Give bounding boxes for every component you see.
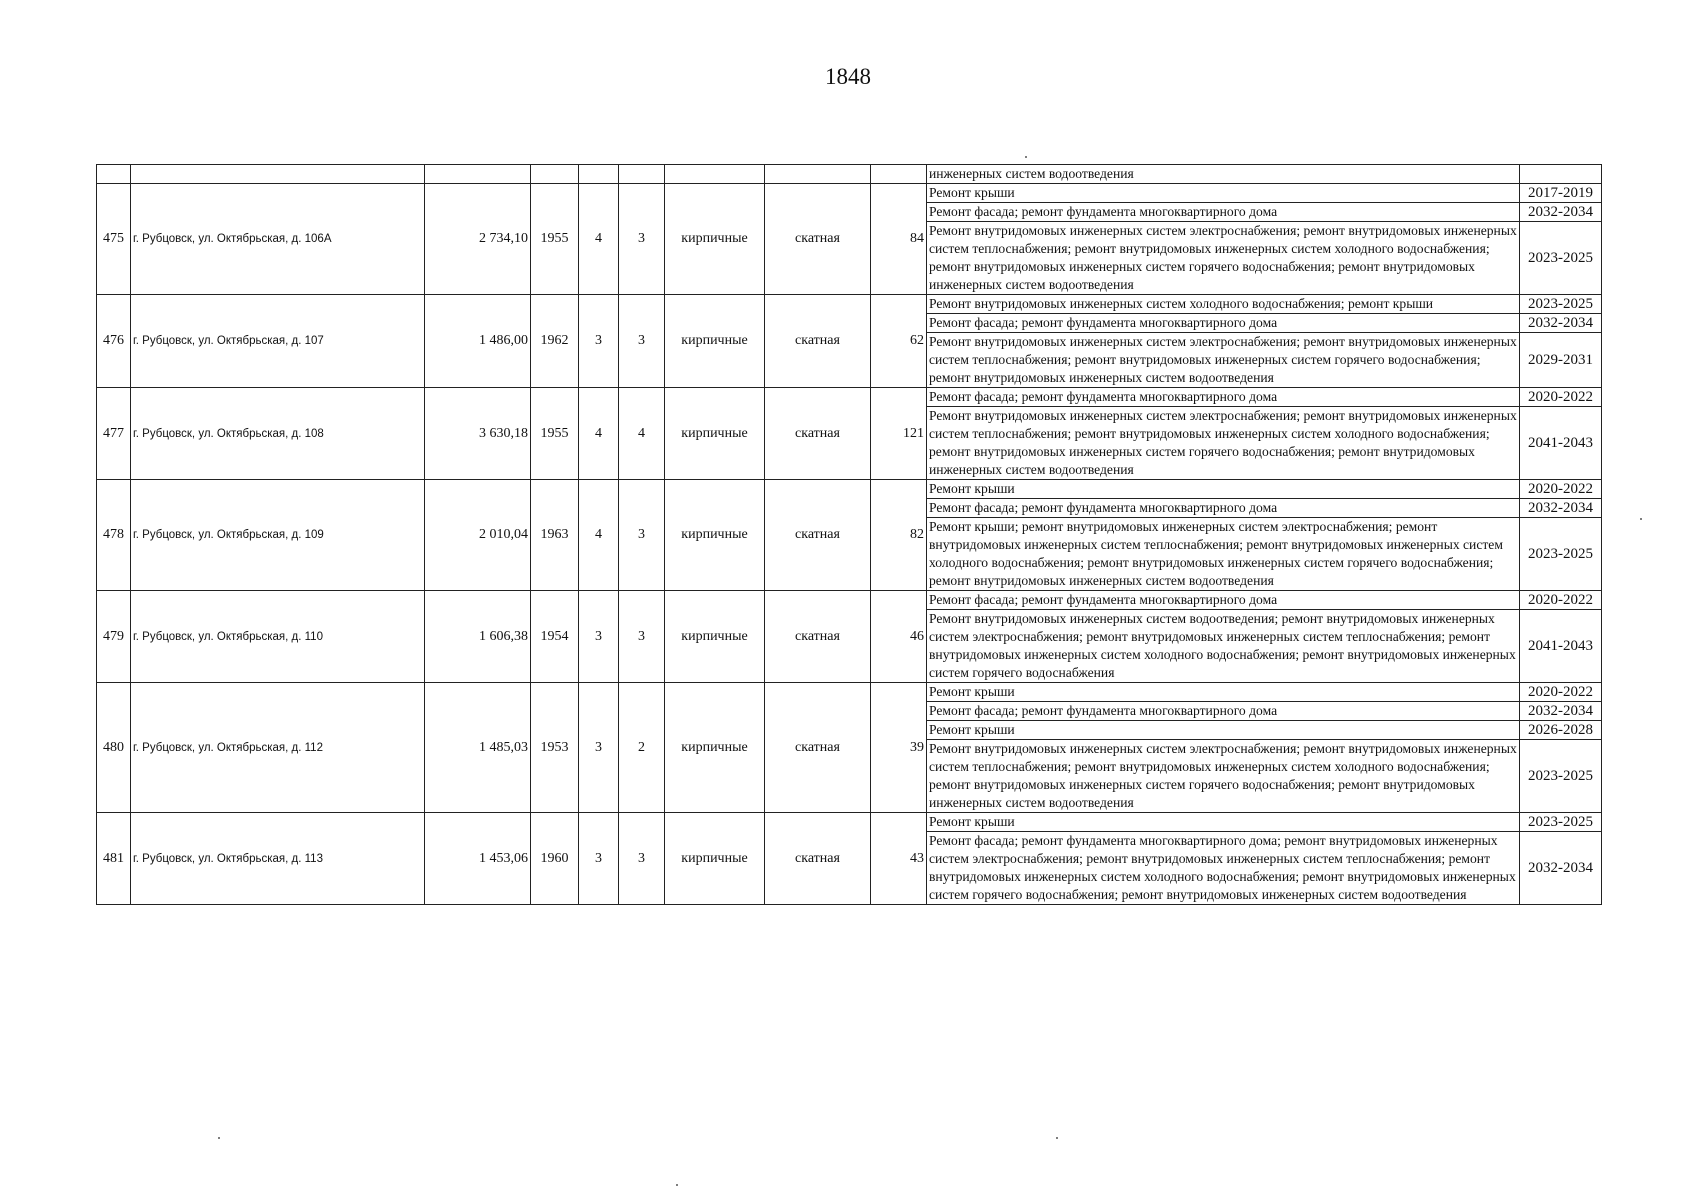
work-description: Ремонт крыши <box>927 813 1520 832</box>
building-address: г. Рубцовск, ул. Октябрьская, д. 109 <box>131 480 425 591</box>
work-period: 2023-2025 <box>1520 518 1602 591</box>
total-area: 1 486,00 <box>425 295 531 388</box>
building-row <box>97 591 1602 610</box>
residents-count: 82 <box>871 480 927 591</box>
build-year: 1953 <box>531 683 579 813</box>
work-period: 2020-2022 <box>1520 683 1602 702</box>
work-period: 2032-2034 <box>1520 499 1602 518</box>
work-description: Ремонт крыши <box>927 683 1520 702</box>
build-year: 1955 <box>531 184 579 295</box>
building-address: г. Рубцовск, ул. Октябрьская, д. 108 <box>131 388 425 480</box>
work-description: Ремонт внутридомовых инженерных систем водоотведения; ремонт внутридомовых инженерных систем электроснабжения; ремонт внутридомовых инженерных систем теплоснабжения; ремонт внутридомовых инженерных систем холодного водоснабжения; ремонт внутридомовых инженерных систем горячего водоснабжения <box>927 610 1520 683</box>
build-year: 1954 <box>531 591 579 683</box>
wall-material: кирпичные <box>665 184 765 295</box>
page-number: 1848 <box>825 64 871 89</box>
cell-empty <box>665 165 765 184</box>
floors-count: 3 <box>579 813 619 905</box>
floors-count: 4 <box>579 388 619 480</box>
work-description: Ремонт крыши <box>927 721 1520 740</box>
build-year: 1960 <box>531 813 579 905</box>
scan-speck <box>1056 1137 1058 1139</box>
cell-empty <box>579 165 619 184</box>
scan-speck <box>1640 518 1642 520</box>
entrances-count: 3 <box>619 295 665 388</box>
work-period: 2029-2031 <box>1520 333 1602 388</box>
entrances-count: 4 <box>619 388 665 480</box>
entrances-count: 3 <box>619 184 665 295</box>
work-period: 2023-2025 <box>1520 222 1602 295</box>
work-description: Ремонт фасада; ремонт фундамента многоквартирного дома; ремонт внутридомовых инженерных систем электроснабжения; ремонт внутридомовых инженерных систем теплоснабжения; ремонт внутридомовых инженерных систем холодного водоснабжения; ремонт внутридомовых инженерных систем горячего водоснабжения; ремонт внутридомовых инженерных систем водоотведения <box>927 832 1520 905</box>
work-description: инженерных систем водоотведения <box>927 165 1520 184</box>
entrances-count: 2 <box>619 683 665 813</box>
continuation-row <box>97 165 1602 184</box>
building-row <box>97 388 1602 407</box>
residents-count: 39 <box>871 683 927 813</box>
cell-empty <box>97 165 131 184</box>
row-number: 480 <box>97 683 131 813</box>
work-description: Ремонт внутридомовых инженерных систем электроснабжения; ремонт внутридомовых инженерных систем теплоснабжения; ремонт внутридомовых инженерных систем горячего водоснабжения; ремонт внутридомовых инженерных систем водоотведения <box>927 333 1520 388</box>
work-period: 2032-2034 <box>1520 203 1602 222</box>
total-area: 3 630,18 <box>425 388 531 480</box>
wall-material: кирпичные <box>665 591 765 683</box>
housing-repair-table <box>96 164 1602 905</box>
building-row <box>97 813 1602 832</box>
work-description: Ремонт внутридомовых инженерных систем электроснабжения; ремонт внутридомовых инженерных систем теплоснабжения; ремонт внутридомовых инженерных систем холодного водоснабжения; ремонт внутридомовых инженерных систем горячего водоснабжения; ремонт внутридомовых инженерных систем водоотведения <box>927 740 1520 813</box>
total-area: 2 010,04 <box>425 480 531 591</box>
row-number: 476 <box>97 295 131 388</box>
work-description: Ремонт внутридомовых инженерных систем холодного водоснабжения; ремонт крыши <box>927 295 1520 314</box>
work-description: Ремонт фасада; ремонт фундамента многоквартирного дома <box>927 388 1520 407</box>
floors-count: 4 <box>579 480 619 591</box>
residents-count: 62 <box>871 295 927 388</box>
build-year: 1963 <box>531 480 579 591</box>
row-number: 475 <box>97 184 131 295</box>
roof-type: скатная <box>765 591 871 683</box>
building-address: г. Рубцовск, ул. Октябрьская, д. 110 <box>131 591 425 683</box>
work-period: 2032-2034 <box>1520 702 1602 721</box>
total-area: 1 485,03 <box>425 683 531 813</box>
cell-empty <box>765 165 871 184</box>
scan-speck <box>218 1137 220 1139</box>
floors-count: 3 <box>579 591 619 683</box>
work-description: Ремонт внутридомовых инженерных систем электроснабжения; ремонт внутридомовых инженерных систем теплоснабжения; ремонт внутридомовых инженерных систем холодного водоснабжения; ремонт внутридомовых инженерных систем горячего водоснабжения; ремонт внутридомовых инженерных систем водоотведения <box>927 407 1520 480</box>
row-number: 478 <box>97 480 131 591</box>
wall-material: кирпичные <box>665 295 765 388</box>
building-row <box>97 295 1602 314</box>
scan-speck <box>676 1184 678 1186</box>
roof-type: скатная <box>765 184 871 295</box>
wall-material: кирпичные <box>665 813 765 905</box>
building-row <box>97 683 1602 702</box>
cell-empty <box>871 165 927 184</box>
entrances-count: 3 <box>619 591 665 683</box>
entrances-count: 3 <box>619 813 665 905</box>
floors-count: 3 <box>579 295 619 388</box>
wall-material: кирпичные <box>665 388 765 480</box>
roof-type: скатная <box>765 388 871 480</box>
floors-count: 3 <box>579 683 619 813</box>
building-address: г. Рубцовск, ул. Октябрьская, д. 113 <box>131 813 425 905</box>
roof-type: скатная <box>765 813 871 905</box>
build-year: 1962 <box>531 295 579 388</box>
building-row <box>97 480 1602 499</box>
wall-material: кирпичные <box>665 480 765 591</box>
work-description: Ремонт крыши; ремонт внутридомовых инженерных систем электроснабжения; ремонт внутридомовых инженерных систем теплоснабжения; ремонт внутридомовых инженерных систем холодного водоснабжения; ремонт внутридомовых инженерных систем горячего водоснабжения; ремонт внутридомовых инженерных систем водоотведения <box>927 518 1520 591</box>
work-period: 2032-2034 <box>1520 314 1602 333</box>
work-description: Ремонт фасада; ремонт фундамента многоквартирного дома <box>927 591 1520 610</box>
residents-count: 43 <box>871 813 927 905</box>
row-number: 481 <box>97 813 131 905</box>
building-address: г. Рубцовск, ул. Октябрьская, д. 106А <box>131 184 425 295</box>
cell-empty <box>531 165 579 184</box>
cell-empty <box>131 165 425 184</box>
total-area: 1 606,38 <box>425 591 531 683</box>
residents-count: 121 <box>871 388 927 480</box>
work-period: 2020-2022 <box>1520 388 1602 407</box>
roof-type: скатная <box>765 683 871 813</box>
entrances-count: 3 <box>619 480 665 591</box>
work-description: Ремонт крыши <box>927 184 1520 203</box>
cell-empty <box>619 165 665 184</box>
build-year: 1955 <box>531 388 579 480</box>
work-description: Ремонт фасада; ремонт фундамента многоквартирного дома <box>927 702 1520 721</box>
work-period: 2041-2043 <box>1520 610 1602 683</box>
building-row <box>97 184 1602 203</box>
work-period: 2032-2034 <box>1520 832 1602 905</box>
work-period: 2017-2019 <box>1520 184 1602 203</box>
roof-type: скатная <box>765 480 871 591</box>
work-period: 2023-2025 <box>1520 740 1602 813</box>
work-period: 2041-2043 <box>1520 407 1602 480</box>
work-description: Ремонт фасада; ремонт фундамента многоквартирного дома <box>927 314 1520 333</box>
work-description: Ремонт фасада; ремонт фундамента многоквартирного дома <box>927 203 1520 222</box>
wall-material: кирпичные <box>665 683 765 813</box>
work-description: Ремонт крыши <box>927 480 1520 499</box>
work-period: 2026-2028 <box>1520 721 1602 740</box>
work-period: 2023-2025 <box>1520 295 1602 314</box>
building-address: г. Рубцовск, ул. Октябрьская, д. 112 <box>131 683 425 813</box>
row-number: 479 <box>97 591 131 683</box>
work-description: Ремонт фасада; ремонт фундамента многоквартирного дома <box>927 499 1520 518</box>
residents-count: 84 <box>871 184 927 295</box>
work-period: 2023-2025 <box>1520 813 1602 832</box>
building-address: г. Рубцовск, ул. Октябрьская, д. 107 <box>131 295 425 388</box>
work-period: 2020-2022 <box>1520 480 1602 499</box>
total-area: 1 453,06 <box>425 813 531 905</box>
work-period <box>1520 165 1602 184</box>
work-description: Ремонт внутридомовых инженерных систем электроснабжения; ремонт внутридомовых инженерных систем теплоснабжения; ремонт внутридомовых инженерных систем холодного водоснабжения; ремонт внутридомовых инженерных систем горячего водоснабжения; ремонт внутридомовых инженерных систем водоотведения <box>927 222 1520 295</box>
cell-empty <box>425 165 531 184</box>
table-body <box>97 165 1602 905</box>
work-period: 2020-2022 <box>1520 591 1602 610</box>
scan-speck <box>1025 156 1027 158</box>
floors-count: 4 <box>579 184 619 295</box>
roof-type: скатная <box>765 295 871 388</box>
residents-count: 46 <box>871 591 927 683</box>
total-area: 2 734,10 <box>425 184 531 295</box>
row-number: 477 <box>97 388 131 480</box>
